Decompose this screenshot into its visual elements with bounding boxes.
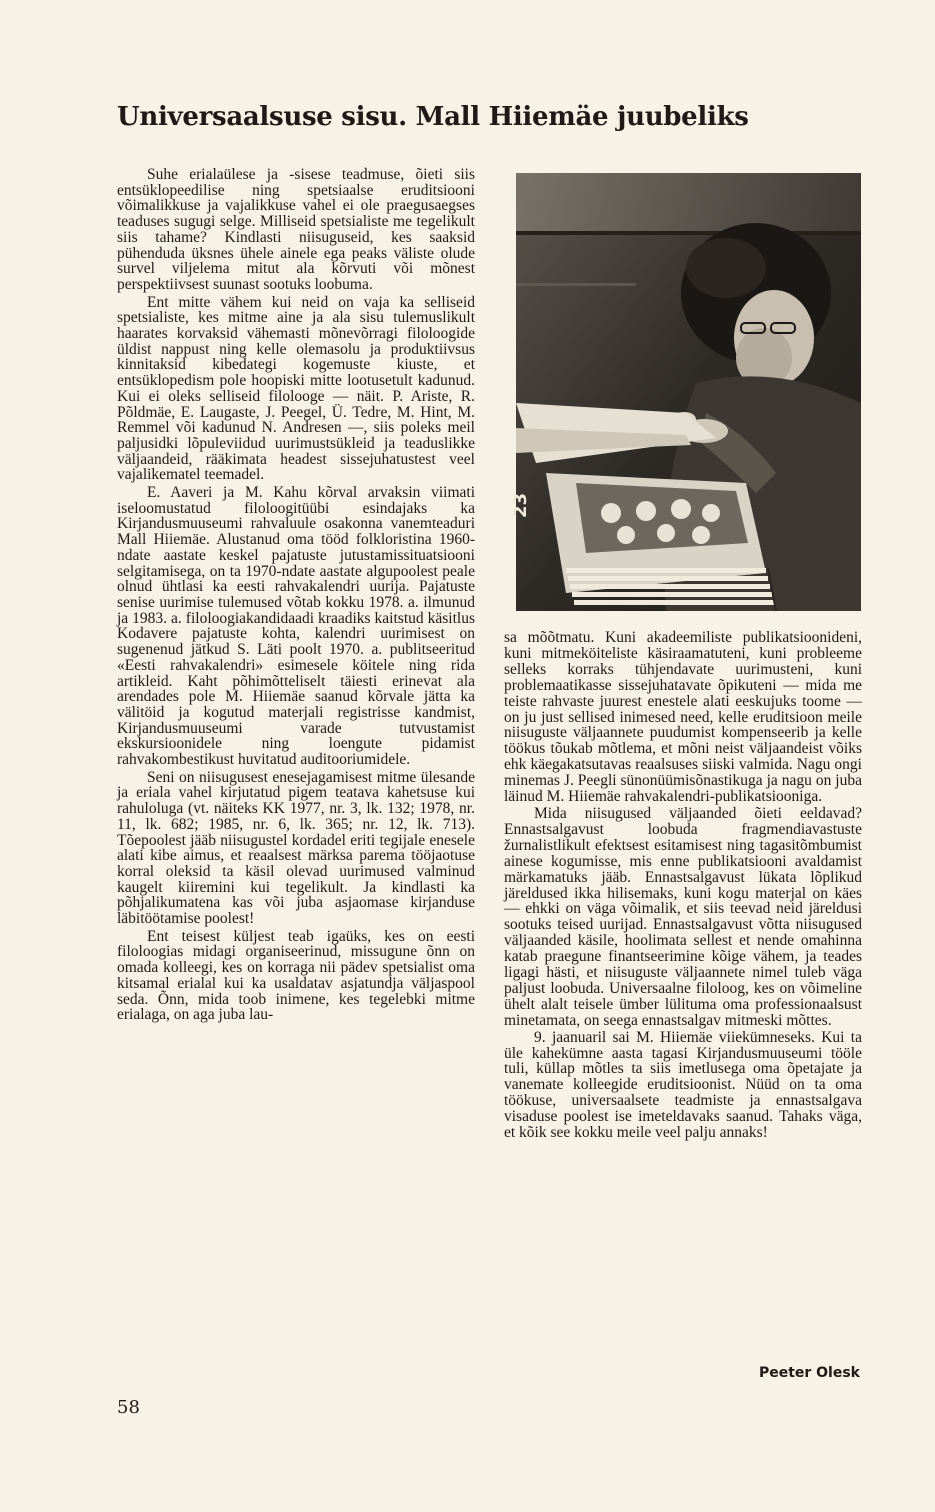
left-text-column [117, 167, 475, 1023]
paragraph: sa mõõtmatu. Kuni akadeemiliste publikatsioonideni, kuni mitmeköiteliste käsiraamatuteni, kuni probleeme selleks korraks tühjendavate uurimusteni, kuni problemaatikasse sissejuhatavate õpikuteni — mida me teiste rahvaste juurest enestele alati eeskujuks toome — on ju just sellised inimesed need, kelle eruditsioon meile niisuguste väljaannete puudumist kompenseerib ja kelle töökus tõukab mõtlema, et mõni neist väljaandeist võiks ehk käegakatsutavas reaalsuses siiski valmida. Nagu ongi minemas J. Peegli sünonüümisõnastikuga ja nagu on juba läinud M. Hiiemäe rahvakalendri-publikatsiooniga. [504, 629, 862, 806]
paragraph: 9. jaanuaril sai M. Hiiemäe viiekümneseks. Kui ta üle kahekümne aasta tagasi Kirjandusmuuseumi tööle tuli, küllap mõtles ta siis imetlusega oma õpetajate ja vanemate kolleegide eruditsioonist. Nüüd on ta oma töökuse, universaalsete teadmiste ja ennastsalgava visaduse poolest ise imeteldavaks saanud. Tahaks väga, et kõik see kokku meile veel palju annaks! [504, 1028, 862, 1142]
paragraph: Ent mitte vähem kui neid on vaja ka selliseid spetsialiste, kes mitme aine ja ala sisu tulemuslikult haarates korvaksid vähemasti mõnevõrragi filoloogide üldist nappust ning kelle olemasolu ja produktiivsus kinnitaksid kibedategi kogemuste kiuste, et entsüklopedism pole hoopiski mitte lootusetult kadunud. Kui ei oleks selliseid filolooge — näit. P. Ariste, R. Põldmäe, E. Laugaste, J. Peegel, Ü. Tedre, M. Hint, M. Remmel või kadunud N. Andresen —, siis poleks meil paljusidki lõpuleviidud uurimustsükleid ja teaduslikke väljaandeid, rääkimata headest sissejuhatustest veel vajalikematel teemadel. [117, 293, 475, 484]
paragraph: Mida niisugused väljaanded õieti eeldavad? Ennastsalgavust loobuda fragmendiavastuste žurnalistlikult efektsest esitamisest ning tagasitõmbumist ainese kogumisse, mis enne publikatsiooni avaldamist märkamatuks jääb. Ennastsalgavust lükata lõplikud järeldused ikka hilisemaks, kuni kogu materjal on käes — ehkki on väga võimalik, et siis teevad neid järeldusi sootuks teised uurijad. Ennastsalgavust võtta niisugused väljaanded käsile, hoolimata sellest et nende omahinna katab praegune finantseerimine kõige vähem, ja teades ligagi hästi, et niisuguste väljaannete nimel tuleb väga paljust loobuda. Universaalne filoloog, kes on võimeline ühelt alalt teisele ümber lülituma oma professionaalsust minetamata, on seega ennastsalgav mitmeski mõttes. [504, 804, 862, 1029]
author-signature: Peeter Olesk [758, 1365, 860, 1381]
photo-illustration [510, 173, 861, 611]
portrait-photo [510, 173, 861, 611]
photo-marking: 23 [510, 492, 531, 518]
article-title: Universaalsuse sisu. Mall Hiiemäe juubeliks [117, 102, 749, 132]
paragraph: E. Aaveri ja M. Kahu kõrval arvaksin viimati iseloomustatud filoloogitüübi esindajaks ka Kirjandusmuuseumi rahvaluule osakonna vanemteaduri Mall Hiiemäe. Alustanud oma tööd folkloristina 1960-ndate aastate keskel pajatuste jutustamissituatsiooni selgitamisega, on ta 1970-ndate aastate algupoolest peale olnud ühtlasi ka eesti rahvakalendri uurija. Pajatuste senise uurimise tulemused võtab kokku 1978. a. ilmunud ja 1983. a. filoloogiakandidaadi kraadiks kaitstud käsitlus Kodavere pajatuste kohta, kalendri uurimisest on sugenenud jätkud S. Läti poolt 1970. a. publitseeritud «Eesti rahvakalendri» esimesele köitele ning rida artikleid. Kaht põhimõtteliselt täiesti erinevat ala arendades pole M. Hiiemäe saanud kõrvale jätta ka välitöid ja kogutud materjali registrisse kandmist, Kirjandusmuuseumi varade tutvustamist ekskursioonidele ning loengute pidamist rahvakombestikust huvitatud auditooriumidele. [117, 484, 475, 769]
paragraph: Ent teisest küljest teab igaüks, kes on eesti filoloogias midagi organiseerinud, missugune õnn on omada kolleegi, kes on korraga nii pädev spetsialist oma kitsamal erialal kui ka usaldatav asjatundja väljaspool seda. Õnn, mida toob inimene, kes tegelebki mitme erialaga, on aga juba lau- [117, 927, 475, 1024]
right-text-column [504, 630, 862, 1141]
paragraph: Seni on niisugusest enesejagamisest mitme ülesande ja eriala vahel kirjutatud pigem teatava kahetsuse kui rahuloluga (vt. näiteks KK 1977, nr. 3, lk. 132; 1978, nr. 11, lk. 682; 1985, nr. 6, lk. 365; nr. 12, lk. 713). Tõepoolest jääb niisugustel kordadel eriti tegijale enesele alati kibe aimus, et reaalsest märksa parema tööjaotuse korral oleksid ta käsil olevad uurimused valminud kaugelt kiiremini kui tegelikult. Ja kindlasti ka põhjalikumatena kas või juba asjaomase kirjanduse läbitöötamise poolest! [117, 768, 475, 928]
page-number: 58 [117, 1397, 140, 1418]
paragraph: Suhe erialaülese ja -sisese teadmuse, õieti siis entsüklopeedilise ning spetsiaalse eruditsiooni võimalikkuse ja vajalikkuse vahel ei ole praegusaegses teaduses sugugi selge. Milliseid spetsialiste me tegelikult siis tahame? Kindlasti niisuguseid, kes saaksid pühenduda üksnes ühele ainele ega peaks väliste olude survel viljelema mitut ala kõrvuti või mõnest perspektiivsest suunast sootuks loobuma. [117, 166, 475, 293]
